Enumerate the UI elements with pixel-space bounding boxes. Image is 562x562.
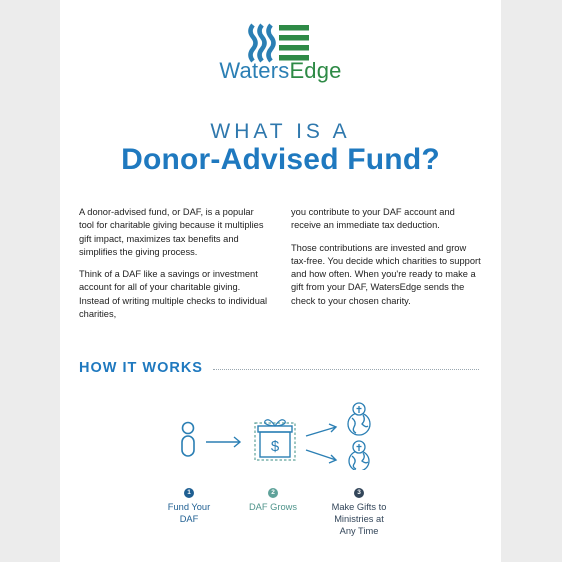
body-column-right — [291, 206, 481, 317]
step-number-2: 2 — [268, 488, 278, 498]
step-label-daf-grows — [233, 501, 313, 513]
step-label-line: Any Time — [339, 526, 379, 536]
paragraph: you contribute to your DAF account and receive an immediate tax deduction. — [291, 207, 455, 231]
brand-name-part2: Edge — [289, 58, 342, 83]
step-label-line: DAF — [179, 514, 199, 524]
step-label-fund-your-daf — [149, 501, 229, 525]
step-number-3: 3 — [354, 488, 364, 498]
person-icon — [182, 423, 194, 457]
paragraph: A donor-advised fund, or DAF, is a popular tool for charitable giving because it multiplies gift impact, maximizes tax benefits and simplifies the giving process. — [79, 207, 264, 257]
section-heading-how-it-works: HOW IT WORKS — [79, 360, 203, 376]
body-column-left — [79, 206, 269, 330]
step-label-line: Fund Your — [167, 502, 211, 512]
paragraph: Think of a DAF like a savings or investment account for all of your charitable giving. Instead of writing multiple checks to individual charities, — [79, 269, 268, 320]
globe-cross-icon — [349, 441, 369, 470]
step-label-line: DAF Grows — [248, 502, 298, 512]
step-number-1: 1 — [184, 488, 194, 498]
globe-cross-icon — [348, 403, 370, 435]
step-label-line: Ministries at — [334, 514, 384, 524]
dollar-sign: $ — [270, 438, 280, 455]
page-title: Donor-Advised Fund? — [121, 143, 440, 176]
brand-name-part1: Waters — [219, 58, 290, 83]
arrow-right-icon — [206, 437, 240, 447]
heading-kicker: WHAT IS A — [210, 120, 351, 143]
gift-dollar-icon — [255, 420, 295, 460]
document-page — [60, 0, 501, 562]
dotted-divider — [213, 369, 479, 370]
step-label-line: Make Gifts to — [331, 502, 387, 512]
arrow-up-right-icon — [306, 424, 336, 436]
step-label-make-gifts — [314, 501, 404, 537]
arrow-down-right-icon — [306, 450, 336, 463]
wave-logo-icon — [247, 23, 317, 63]
process-diagram — [60, 400, 501, 470]
brand-wordmark — [60, 58, 501, 84]
paragraph: Those contributions are invested and grow tax-free. You decide which charities to support and how often. When you're ready to make a gift from your DAF, WatersEdge sends the check to your chosen charity. — [291, 242, 481, 306]
